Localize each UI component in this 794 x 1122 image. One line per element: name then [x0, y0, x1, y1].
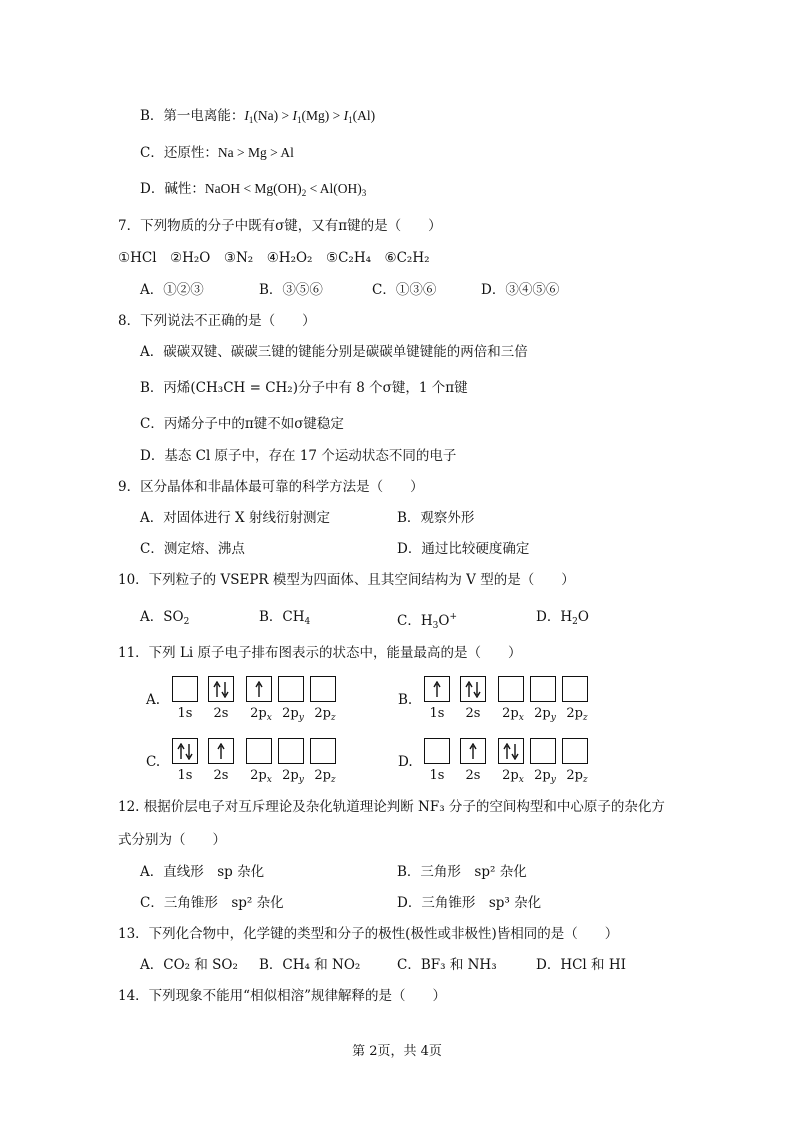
- orbital-box: [246, 738, 272, 764]
- q13-option-b: B．CH₄ 和 NO₂: [259, 957, 361, 973]
- orbital-box: [172, 738, 198, 764]
- spin-down-arrow-icon: [511, 743, 513, 760]
- orbital-label: $2p_y$: [282, 768, 304, 785]
- orbital-box: [460, 738, 486, 764]
- orbital-box: [246, 676, 272, 702]
- orbital-label: 1s: [177, 768, 193, 783]
- q6-option-b-label: B．第一电离能：: [140, 108, 245, 124]
- orbital-label: 2s: [465, 706, 481, 721]
- q7-substances: ①HCl ②H₂O ③N₂ ④H₂O₂ ⑤C₂H₄ ⑥C₂H₂: [118, 250, 430, 266]
- q12-option-c: C．三角锥形 sp² 杂化: [140, 895, 284, 911]
- q6-option-d-label: D．碱性：: [140, 181, 205, 197]
- q11-option-b-label: B.: [398, 692, 413, 708]
- orbital-box: [530, 676, 556, 702]
- orbital-box: [562, 738, 588, 764]
- page-footer: 第 2页，共 4页: [352, 1044, 442, 1059]
- orbital-box: [562, 676, 588, 702]
- q9-option-c: C．测定熔、沸点: [140, 541, 245, 557]
- q13-stem: 13．下列化合物中，化学键的类型和分子的极性(极性或非极性)皆相同的是（ ）: [118, 926, 619, 942]
- orbital-box: [310, 676, 336, 702]
- q10-option-d: D．$H_2O$: [536, 609, 589, 627]
- spin-up-arrow-icon: [433, 681, 435, 698]
- spin-up-arrow-icon: [217, 743, 219, 760]
- orbital-box: [208, 676, 234, 702]
- orbital-label: 2s: [213, 768, 229, 783]
- orbital-label: 2s: [465, 768, 481, 783]
- q9-option-a: A．对固体进行 X 射线衍射测定: [140, 510, 330, 526]
- q6-option-b: [140, 106, 375, 130]
- spin-down-arrow-icon: [221, 681, 223, 698]
- orbital-label: $2p_x$: [250, 706, 272, 723]
- q7-option-b: B．③⑤⑥: [259, 282, 323, 298]
- q10-option-a: A．$SO_2$: [140, 609, 190, 627]
- q10-option-b: B．$CH_4$: [259, 609, 311, 627]
- q8-stem: 8．下列说法不正确的是（ ）: [118, 313, 316, 329]
- q6-option-c-expr: Na > Mg > Al: [217, 145, 294, 160]
- q7-option-a: A．①②③: [140, 282, 204, 298]
- q7-option-d: D．③④⑤⑥: [481, 282, 560, 298]
- q10-stem: 10．下列粒子的 VSEPR 模型为四面体、且其空间结构为 V 型的是（ ）: [118, 572, 575, 588]
- orbital-label: 1s: [429, 706, 445, 721]
- q8-option-d: D．基态 Cl 原子中，存在 17 个运动状态不同的电子: [140, 448, 457, 464]
- q12-option-a: A．直线形 sp 杂化: [140, 864, 265, 880]
- q11-stem: 11．下列 Li 原子电子排布图表示的状态中，能量最高的是（ ）: [118, 645, 522, 661]
- orbital-label: $2p_z$: [566, 706, 588, 723]
- orbital-label: $2p_y$: [534, 706, 556, 723]
- orbital-label: $2p_z$: [314, 768, 336, 785]
- spin-down-arrow-icon: [473, 681, 475, 698]
- spin-up-arrow-icon: [469, 743, 471, 760]
- orbital-label: $2p_x$: [502, 768, 524, 785]
- spin-up-arrow-icon: [177, 743, 179, 760]
- q9-option-d: D．通过比较硬度确定: [397, 541, 530, 557]
- q12-option-b: B．三角形 sp² 杂化: [397, 864, 527, 880]
- orbital-box: [172, 676, 198, 702]
- q10-option-c: C．$H_3O^+$: [397, 612, 457, 631]
- q9-stem: 9．区分晶体和非晶体最可靠的科学方法是（ ）: [118, 479, 424, 495]
- q6-option-d-expr: NaOH < $Mg(OH)_2 < Al(OH)_3$: [204, 181, 367, 198]
- orbital-box: [278, 676, 304, 702]
- orbital-label: $2p_y$: [534, 768, 556, 785]
- q6-option-c: [140, 143, 294, 163]
- q11-option-d-label: D.: [398, 754, 413, 770]
- orbital-box: [278, 738, 304, 764]
- orbital-box: [498, 676, 524, 702]
- q12-stem-line1: 12. 根据价层电子对互斥理论及杂化轨道理论判断 NF₃ 分子的空间构型和中心原子的杂化方: [118, 799, 665, 815]
- orbital-box: [310, 738, 336, 764]
- q14-stem: 14．下列现象不能用“相似相溶”规律解释的是（ ）: [118, 988, 446, 1004]
- orbital-label: $2p_x$: [250, 768, 272, 785]
- orbital-box: [498, 738, 524, 764]
- q6-option-b-expr: $I_1(Na) > I_1(Mg) > I_1(Al)$: [244, 108, 376, 125]
- orbital-box: [460, 676, 486, 702]
- orbital-label: $2p_z$: [566, 768, 588, 785]
- orbital-label: $2p_z$: [314, 706, 336, 723]
- q7-option-c: C．①③⑥: [372, 282, 437, 298]
- q11-option-c-label: C.: [146, 754, 161, 770]
- orbital-label: $2p_y$: [282, 706, 304, 723]
- spin-up-arrow-icon: [255, 681, 257, 698]
- orbital-box: [530, 738, 556, 764]
- orbital-label: 1s: [177, 706, 193, 721]
- q8-option-a: A．碳碳双键、碳碳三键的键能分别是碳碳单键键能的两倍和三倍: [140, 344, 528, 360]
- spin-up-arrow-icon: [503, 743, 505, 760]
- orbital-label: 2s: [213, 706, 229, 721]
- q8-option-b: B．丙烯(CH₃CH = CH₂)分子中有 8 个σ键，1 个π键: [140, 380, 468, 396]
- q6-option-d: [140, 179, 366, 203]
- q8-option-c: C．丙烯分子中的π键不如σ键稳定: [140, 416, 344, 432]
- q11-option-a-label: A.: [146, 692, 161, 708]
- orbital-box: [424, 738, 450, 764]
- q6-option-c-label: C．还原性：: [140, 145, 218, 161]
- orbital-box: [424, 676, 450, 702]
- orbital-box: [208, 738, 234, 764]
- q13-option-a: A．CO₂ 和 SO₂: [140, 957, 238, 973]
- spin-up-arrow-icon: [213, 681, 215, 698]
- q9-option-b: B．观察外形: [397, 510, 475, 526]
- q12-stem-line2: 式分别为（ ）: [118, 832, 226, 848]
- orbital-label: $2p_x$: [502, 706, 524, 723]
- q13-option-c: C．BF₃ 和 NH₃: [397, 957, 497, 973]
- q13-option-d: D．HCl 和 HI: [536, 957, 626, 973]
- spin-up-arrow-icon: [465, 681, 467, 698]
- spin-down-arrow-icon: [185, 743, 187, 760]
- orbital-label: 1s: [429, 768, 445, 783]
- q12-option-d: D．三角锥形 sp³ 杂化: [397, 895, 542, 911]
- q7-stem: 7．下列物质的分子中既有σ键，又有π键的是（ ）: [118, 218, 442, 234]
